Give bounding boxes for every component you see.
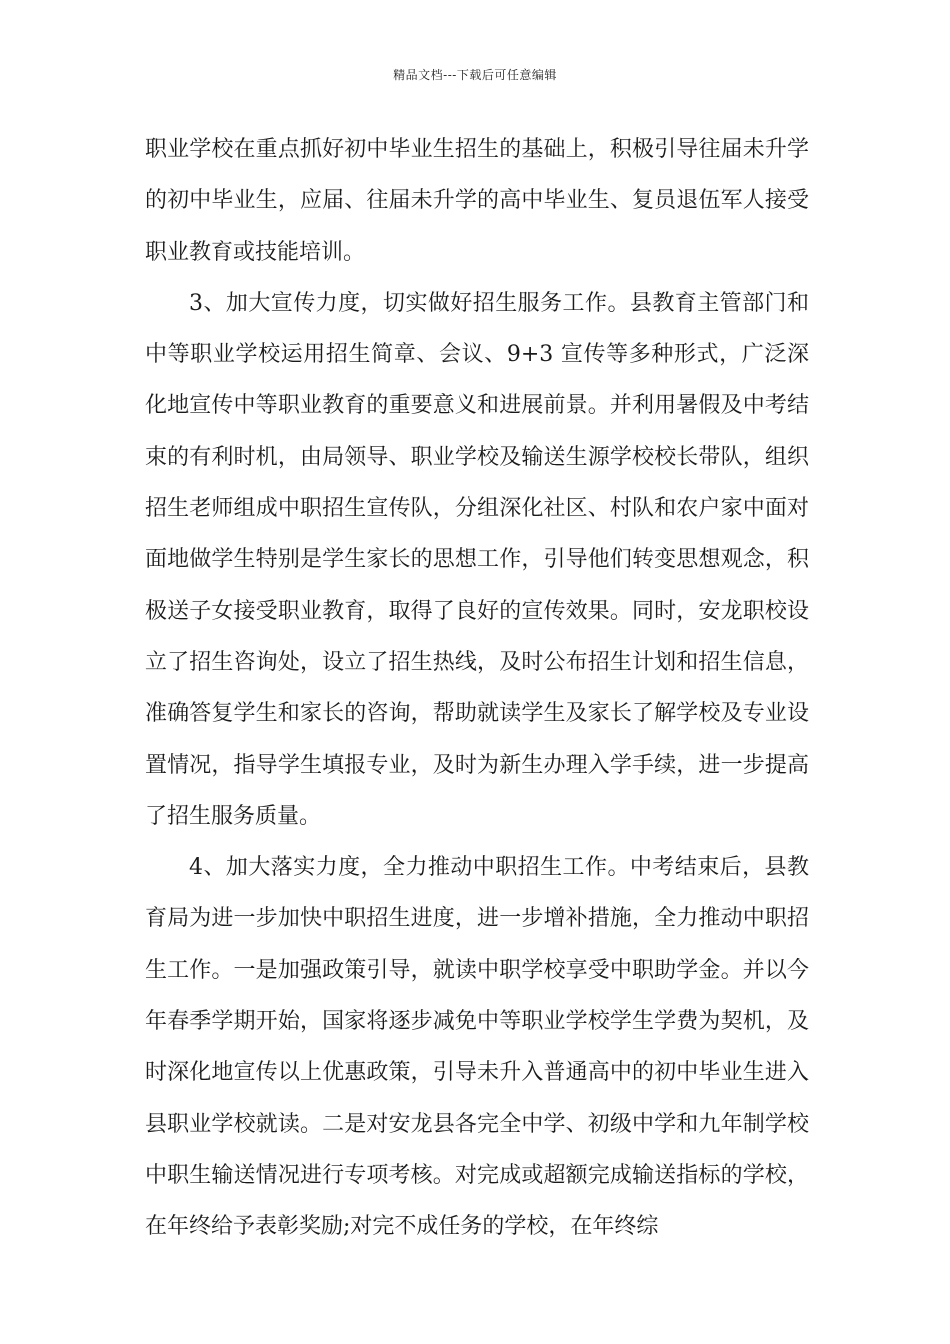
body-paragraph: 3、加大宣传力度，切实做好招生服务工作。县教育主管部门和中等职业学校运用招生简章、会议、9+3 宣传等多种形式，广泛深化地宣传中等职业教育的重要意义和进展前景。并利用暑假及中考结束的有利时机，由局领导、职业学校及输送生源学校校长带队，组织招生老师组成中职招生宣传队，分组深化社区、村队和农户家中面对面地做学生特别是学生家长的思想工作，引导他们转变思想观念，积极送子女接受职业教育，取得了良好的宣传效果。同时，安龙职校设立了招生咨询处，设立了招生热线，及时公布招生计划和招生信息，准确答复学生和家长的咨询，帮助就读学生及家长了解学校及专业设置情况，指导学生填报专业，及时为新生办理入学手续，进一步提高了招生服务质量。 xyxy=(145,290,809,829)
body-paragraph: 职业学校在重点抓好初中毕业生招生的基础上，积极引导往届未升学的初中毕业生，应届、往届未升学的高中毕业生、复员退伍军人接受职业教育或技能培训。 xyxy=(145,137,809,265)
document-body xyxy=(145,124,809,1253)
body-paragraph: 4、加大落实力度，全力推动中职招生工作。中考结束后，县教育局为进一步加快中职招生进度，进一步增补措施，全力推动中职招生工作。一是加强政策引导，就读中职学校享受中职助学金。并以今年春季学期开始，国家将逐步减免中等职业学校学生学费为契机，及时深化地宣传以上优惠政策，引导未升入普通高中的初中毕业生进入县职业学校就读。二是对安龙县各完全中学、初级中学和九年制学校中职生输送情况进行专项考核。对完成或超额完成输送指标的学校，在年终给予表彰奖励;对完不成任务的学校，在年终综 xyxy=(145,855,809,1240)
page-header: 精品文档---下载后可任意编辑 xyxy=(393,68,557,82)
